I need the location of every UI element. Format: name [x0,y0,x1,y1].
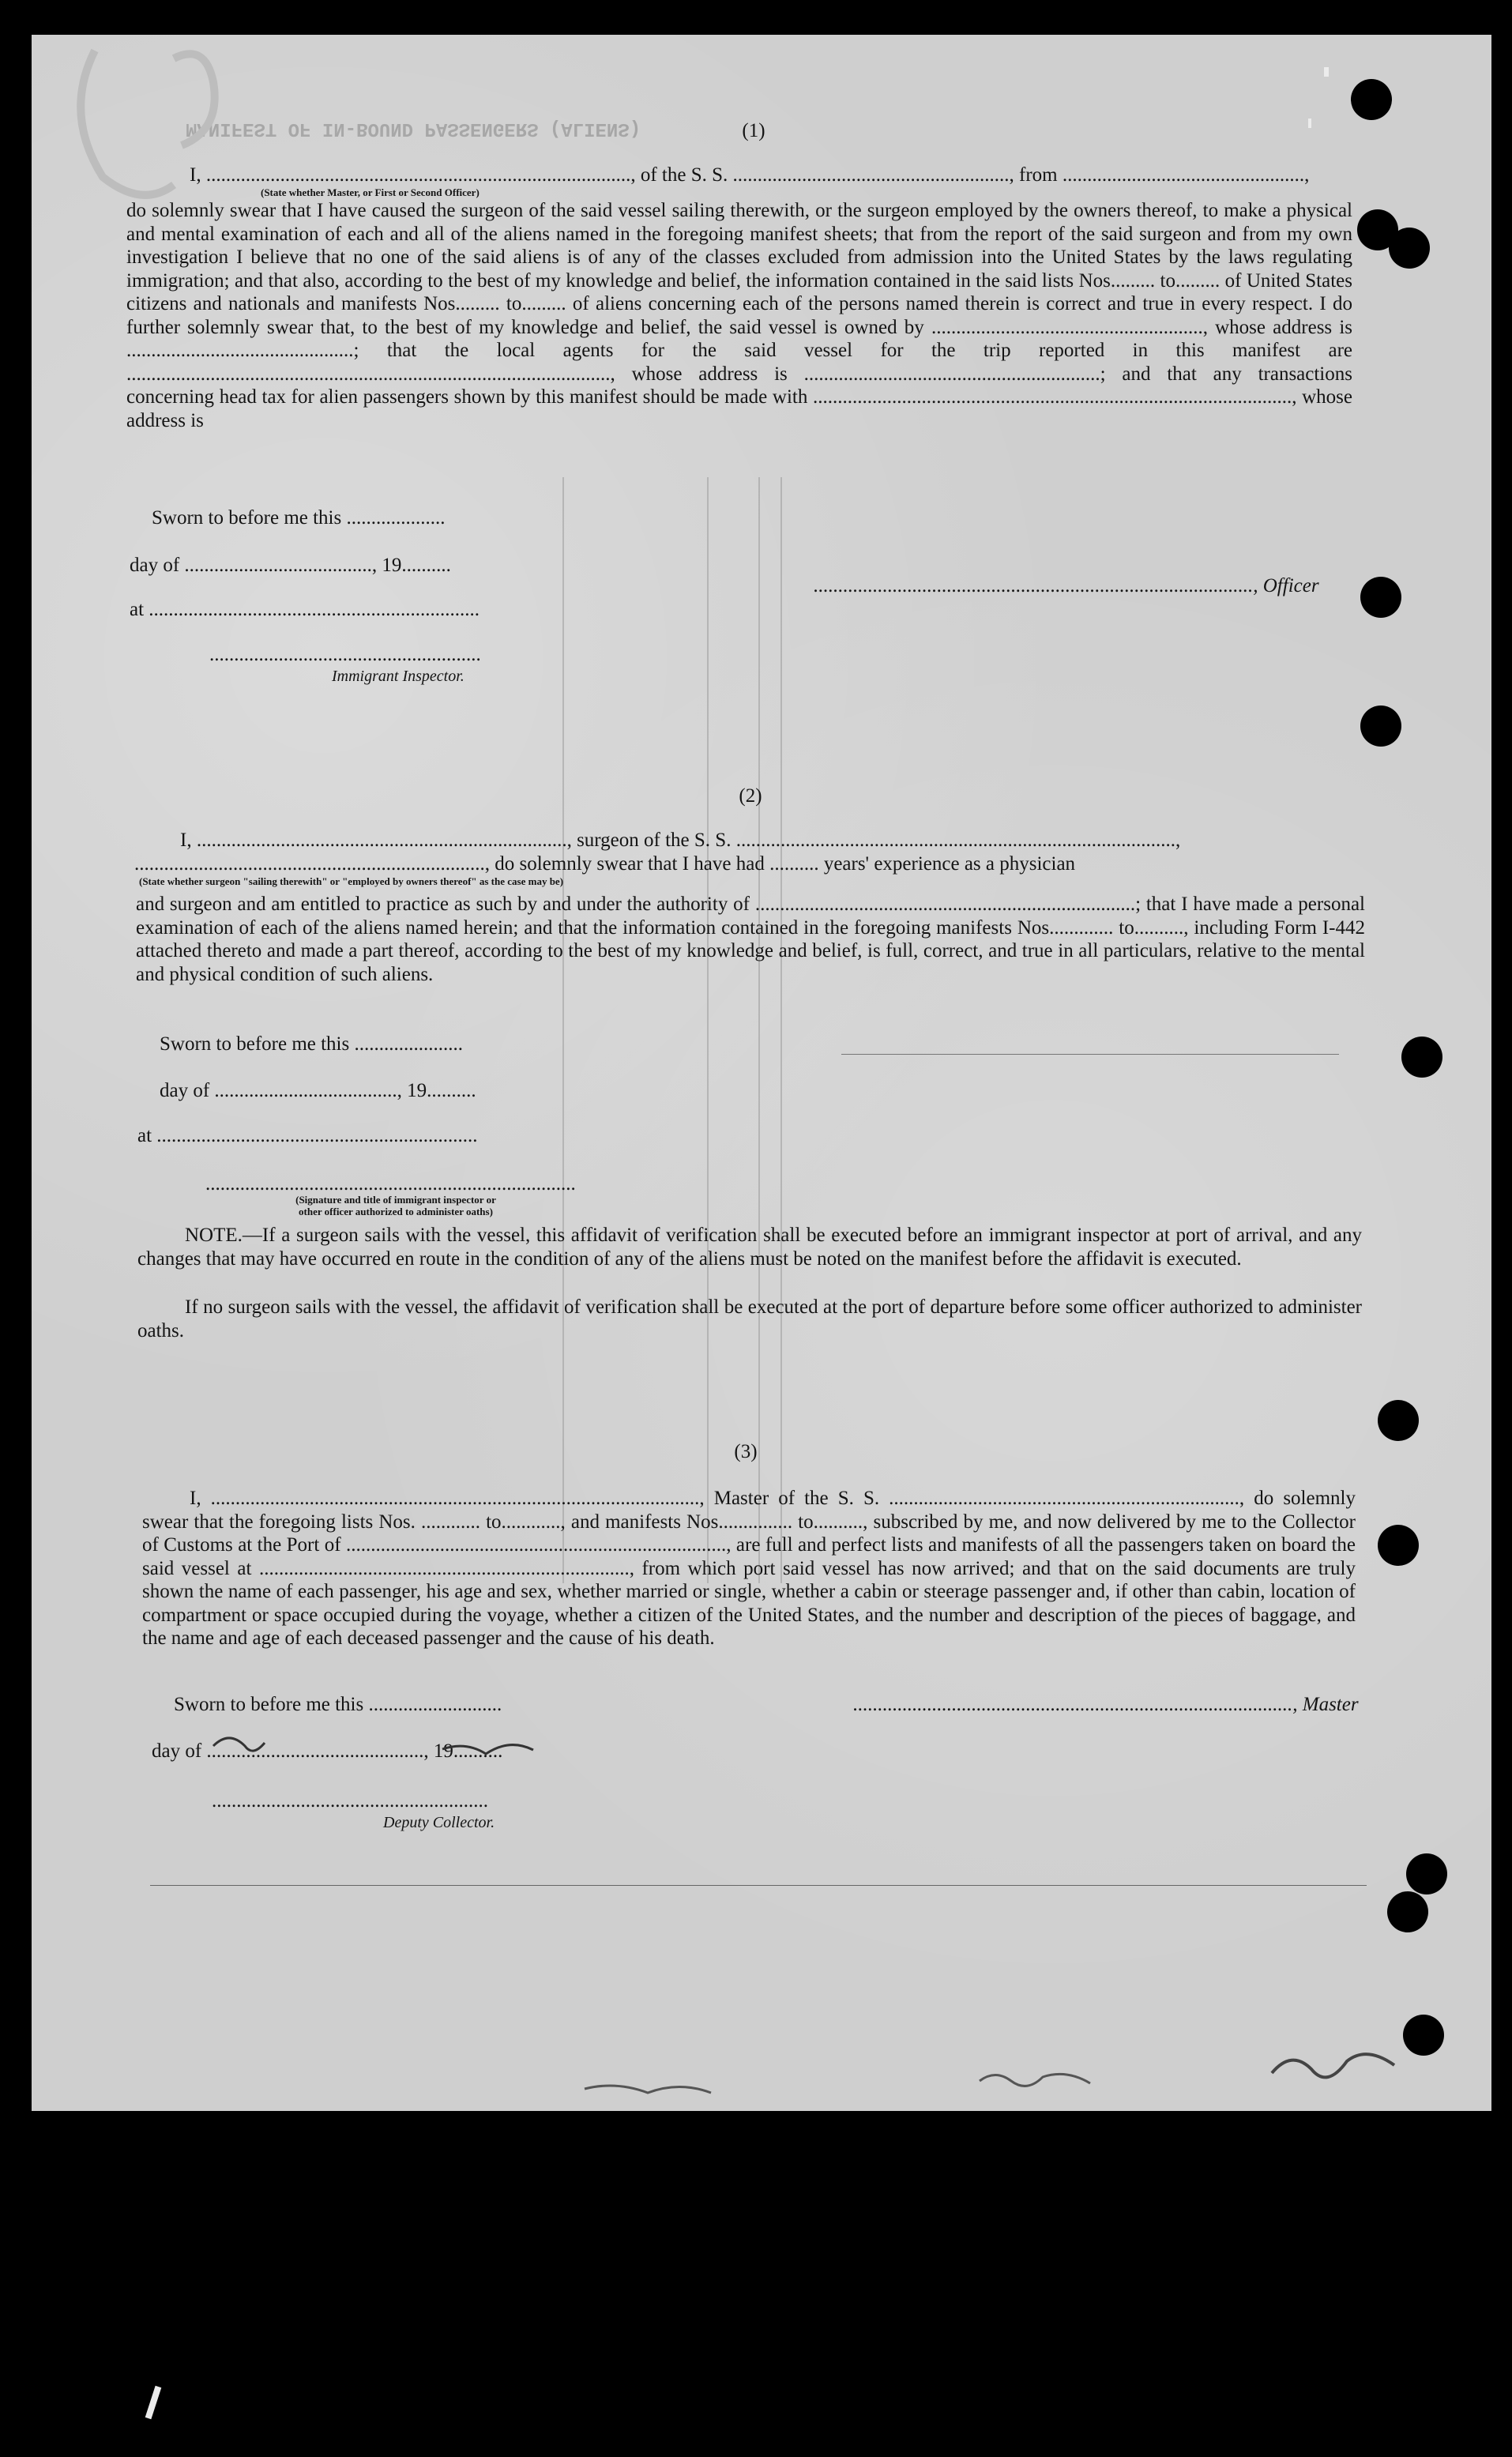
section-1-at-line: at ................................................................... [130,599,480,620]
section-2-signature-line: ........................................................................... [205,1173,576,1195]
punch-hole [1389,228,1430,269]
note-text: —If a surgeon sails with the vessel, this affidavit of verification shall be executed before an immigrant inspector at port of arrival, and any changes that may have occurred en route in the condition of any of the aliens must be noted on the manifest before the affidavit is executed. [137,1225,1362,1270]
border-mark [145,2386,162,2419]
section-3-number: (3) [734,1441,758,1462]
section-3-master-line: ........................................................................................., Master [853,1694,1359,1715]
section-2-day-line: day of ....................................., 19.......... [160,1080,476,1101]
note-label: NOTE. [185,1225,243,1246]
section-3-deputy-signature-line: ........................................................ [212,1790,488,1812]
section-1-number: (1) [742,120,765,141]
border-mark [1308,119,1311,128]
section-1-oath-line: I, ......................................................................................, of the S. S. ........................................................, from ................................................., [190,164,1310,186]
punch-hole [1387,1891,1428,1932]
section-2-paragraph: and surgeon and am entitled to practice as such by and under the authority of .............................................................................; that I have made a personal examination of each of the aliens named herein; and that the information contained in the foregoing manifests Nos............. to.........., including Form I-442 attached thereto and made a part thereof, according to the best of my knowledge and belief, is full, correct, and true in all particulars, relative to the mental and physical condition of such aliens. [136,894,1365,985]
section-1-day-line: day of ......................................, 19.......... [130,555,451,576]
section-2-at-line: at ................................................................. [137,1125,478,1146]
manifest-page [32,35,1491,2111]
section-1-sworn-line: Sworn to before me this .................... [152,507,446,529]
section-1-inspector-signature-line: ....................................................... [209,644,481,665]
section-1-officer-line: ........................................................................................., Officer [814,575,1319,596]
section-2-signature-caption-2: other officer authorized to administer oaths) [299,1206,493,1217]
bleed-through-title: MANIFEST OF IN-BOUND PASSENGERS (ALIENS) [186,118,641,139]
punch-hole [1360,705,1401,747]
handwriting-marks [32,35,1491,2111]
punch-hole [1403,2015,1444,2056]
section-2-signature-caption-1: (Signature and title of immigrant inspector or [295,1194,496,1206]
section-2-sworn-line: Sworn to before me this ...................... [160,1033,463,1055]
section-2-caption: (State whether surgeon "sailing therewith" or "employed by owners thereof" as the case may be) [139,875,564,887]
punch-hole [1378,1525,1419,1566]
section-3-sworn-line: Sworn to before me this ........................... [174,1694,502,1715]
section-2-oath-line-2: ......................................................................., do solemnly swear that I have had .......... years' experience as a physician [134,853,1076,875]
section-3-paragraph: I, ..................................................................................................., Master of the S. S. ......................................................................., do solemnly swear that the foregoing lists Nos. ............ to............, and manifests Nos............... to.........., subscribed by me, and now delivered by me to the Collector of Customs at the Port of ............................................................................., are full and perfect lists and manifests of all the passengers taken on board the said vessel at ..........................................................................., from which port said vessel has now arrived; and that on the said documents are truly shown the name of each passenger, his age and sex, whether married or single, whether a cabin or steerage passenger and, if other than cabin, location of compartment or space occupied during the voyage, whether a citizen of the United States, and the number and description of the pieces of baggage, and the name and age of each deceased passenger and the cause of his death. [142,1488,1356,1649]
section-3-deputy-title: Deputy Collector. [383,1814,495,1831]
section-1-caption: (State whether Master, or First or Second Officer) [261,186,480,198]
punch-hole [1401,1037,1442,1078]
punch-hole [1360,577,1401,618]
section-3-day-line: day of ............................................, 19.......... [152,1740,503,1762]
section-1-inspector-title: Immigrant Inspector. [332,668,465,685]
section-2-number: (2) [739,785,762,807]
section-2-oath-line-1: I, ..........................................................................., surgeon of the S. S. ........................................................................................., [180,830,1181,851]
section-2-note-2: If no surgeon sails with the vessel, the affidavit of verification shall be executed at the port of departure before some officer authorized to administer oaths. [137,1296,1362,1341]
section-1-paragraph: do solemnly swear that I have caused the surgeon of the said vessel sailing therewith, or the surgeon employed by the owners thereof, to make a physical and mental examination of each and all of the aliens named in the foregoing manifest sheets; that from the report of the said surgeon and from my own investigation I believe that no one of the said aliens is of any of the classes excluded from admission into the United States by the laws regulating immigration; and that also, according to the best of my knowledge and belief, the information contained in the said lists Nos......... to......... of United States citizens and nationals and manifests Nos......... to......... of aliens concerning each of the persons named therein is correct and true in every respect. I do further solemnly swear that, to the best of my knowledge and belief, the said vessel is owned by ......................................................., whose address is ..............................................; that the local agents for the said vessel for the trip reported in this manifest are .................................................................................................., whose address is ............................................................; and that any transactions concerning head tax for alien passengers shown by this manifest should be made with ................................................................................................., whose address is [126,200,1352,431]
punch-hole [1406,1853,1447,1894]
border-mark [1324,67,1329,77]
punch-hole [1351,79,1392,120]
punch-hole [1378,1400,1419,1441]
